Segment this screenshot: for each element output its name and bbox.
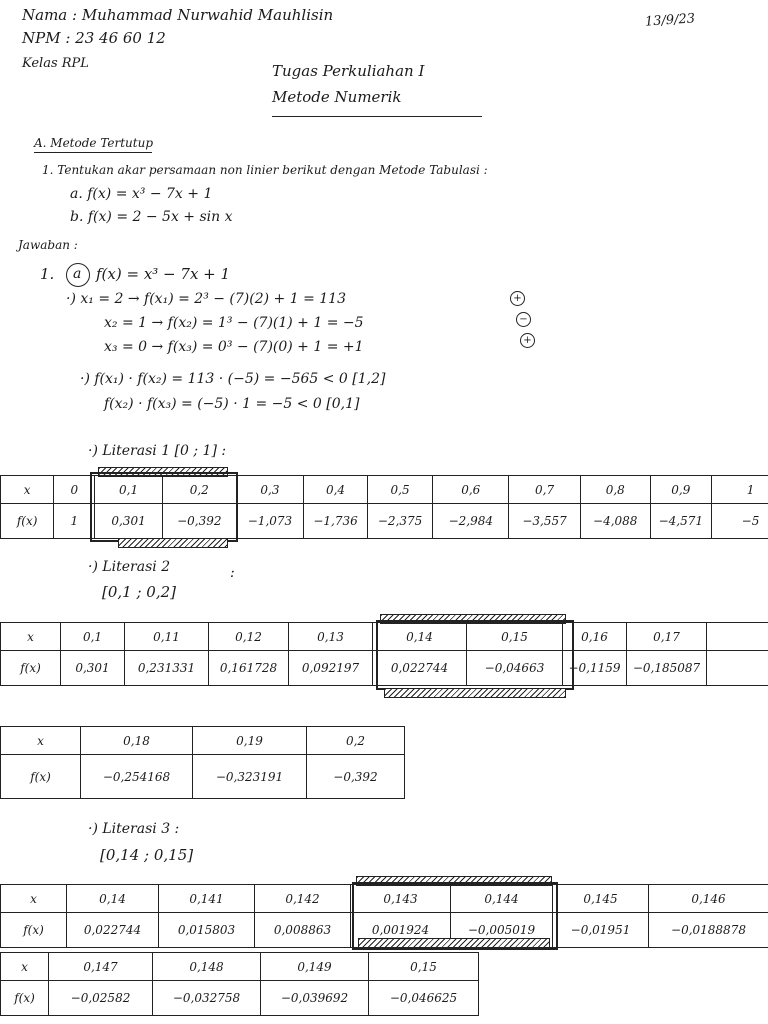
student-name: Nama : Muhammad Nurwahid Mauhlisin bbox=[22, 6, 334, 24]
x-cell: 0,11 bbox=[125, 623, 209, 651]
x-cell: 0,19 bbox=[193, 727, 307, 755]
iteration-1-label: ·) Literasi 1 [0 ; 1] : bbox=[88, 443, 227, 459]
x-cell: 0,5 bbox=[367, 476, 433, 504]
x-header: x bbox=[1, 727, 81, 755]
hatch-bottom-iter3 bbox=[358, 938, 550, 948]
x-cell: 0,13 bbox=[289, 623, 373, 651]
f-cell: 0,301 bbox=[61, 651, 125, 686]
x-cell: 0,1 bbox=[95, 476, 163, 504]
iteration-2b-f-row bbox=[1, 755, 405, 799]
student-npm: NPM : 23 46 60 12 bbox=[22, 29, 166, 47]
f-cell: 0,015803 bbox=[159, 913, 255, 948]
sign-negative: − bbox=[516, 312, 531, 327]
title-underline bbox=[272, 116, 482, 117]
f-cell: 0,022744 bbox=[67, 913, 159, 948]
f-cell: 0,008863 bbox=[255, 913, 351, 948]
empty-cell bbox=[707, 651, 768, 686]
f-cell: 1 bbox=[54, 504, 95, 539]
x-cell: 0,12 bbox=[209, 623, 289, 651]
f-cell: −2,984 bbox=[433, 504, 509, 539]
x-cell: 1 bbox=[712, 476, 768, 504]
circled-letter: a bbox=[73, 266, 82, 282]
f-cell: 0,161728 bbox=[209, 651, 289, 686]
f-cell: −0,392 bbox=[307, 755, 405, 799]
student-class: Kelas RPL bbox=[22, 56, 89, 71]
x-cell: 0,9 bbox=[650, 476, 711, 504]
f-cell: −0,046625 bbox=[369, 981, 479, 1016]
iteration-3-label: ·) Literasi 3 : bbox=[88, 821, 180, 837]
x-header: x bbox=[1, 623, 61, 651]
question-b: b. f(x) = 2 − 5x + sin x bbox=[70, 209, 233, 225]
f-cell: −0,185087 bbox=[627, 651, 707, 686]
function-a: f(x) = x³ − 7x + 1 bbox=[96, 265, 231, 283]
f-cell: 0,001924 bbox=[351, 913, 451, 948]
f-cell: −0,02582 bbox=[49, 981, 153, 1016]
eval-x2: x₂ = 1 → f(x₂) = 1³ − (7)(1) + 1 = −5 bbox=[104, 315, 364, 331]
f-cell: −0,254168 bbox=[81, 755, 193, 799]
date: 13/9/23 bbox=[644, 11, 696, 30]
product-line-2: f(x₂) · f(x₃) = (−5) · 1 = −5 < 0 [0,1] bbox=[104, 396, 360, 412]
x-cell: 0,2 bbox=[307, 727, 405, 755]
x-cell: 0,143 bbox=[351, 885, 451, 913]
x-cell: 0,8 bbox=[580, 476, 650, 504]
iteration-2-table-continued bbox=[0, 726, 405, 799]
iteration-2-colon: : bbox=[230, 565, 235, 581]
x-cell: 0,15 bbox=[369, 953, 479, 981]
f-header: f(x) bbox=[1, 504, 54, 539]
f-cell: −0,039692 bbox=[261, 981, 369, 1016]
f-cell: −4,088 bbox=[580, 504, 650, 539]
f-cell: −1,073 bbox=[236, 504, 304, 539]
hatch-bottom-iter2 bbox=[384, 688, 566, 698]
f-cell: 0,231331 bbox=[125, 651, 209, 686]
sign-positive-1: + bbox=[510, 291, 525, 306]
f-cell: −0,392 bbox=[162, 504, 236, 539]
iteration-3-interval: [0,14 ; 0,15] bbox=[100, 846, 194, 864]
f-cell: −0,032758 bbox=[153, 981, 261, 1016]
x-cell: 0,14 bbox=[67, 885, 159, 913]
f-cell: −1,736 bbox=[304, 504, 368, 539]
hatch-bottom-iter1 bbox=[118, 538, 228, 548]
x-cell: 0 bbox=[54, 476, 95, 504]
question-a: a. f(x) = x³ − 7x + 1 bbox=[70, 186, 213, 202]
x-header: x bbox=[1, 885, 67, 913]
x-cell: 0,145 bbox=[553, 885, 649, 913]
eval-x1: ·) x₁ = 2 → f(x₁) = 2³ − (7)(2) + 1 = 113 bbox=[66, 291, 346, 307]
x-cell: 0,141 bbox=[159, 885, 255, 913]
x-header: x bbox=[1, 476, 54, 504]
x-cell: 0,17 bbox=[627, 623, 707, 651]
x-cell: 0,4 bbox=[304, 476, 368, 504]
x-cell: 0,1 bbox=[61, 623, 125, 651]
f-cell: −4,571 bbox=[650, 504, 711, 539]
f-header: f(x) bbox=[1, 981, 49, 1016]
course-title: Metode Numerik bbox=[272, 88, 402, 106]
iteration-3b-f-row bbox=[1, 981, 479, 1016]
f-header: f(x) bbox=[1, 913, 67, 948]
iteration-2-interval: [0,1 ; 0,2] bbox=[102, 583, 177, 601]
x-cell: 0,14 bbox=[373, 623, 467, 651]
f-cell: −0,1159 bbox=[563, 651, 627, 686]
circled-label bbox=[66, 263, 90, 287]
f-cell: 0,022744 bbox=[373, 651, 467, 686]
x-cell: 0,149 bbox=[261, 953, 369, 981]
answer-heading: Jawaban : bbox=[18, 238, 78, 252]
section-underline bbox=[34, 152, 152, 153]
x-cell: 0,3 bbox=[236, 476, 304, 504]
x-cell: 0,148 bbox=[153, 953, 261, 981]
x-cell: 0,7 bbox=[509, 476, 581, 504]
f-cell: −5 bbox=[712, 504, 768, 539]
x-cell: 0,2 bbox=[162, 476, 236, 504]
x-cell: 0,144 bbox=[451, 885, 553, 913]
f-header: f(x) bbox=[1, 651, 61, 686]
x-header: x bbox=[1, 953, 49, 981]
eval-x3: x₃ = 0 → f(x₃) = 0³ − (7)(0) + 1 = +1 bbox=[104, 339, 364, 355]
iteration-3b-x-row bbox=[1, 953, 479, 981]
highlight-box-iter2 bbox=[376, 620, 574, 690]
f-cell: −0,323191 bbox=[193, 755, 307, 799]
x-cell: 0,6 bbox=[433, 476, 509, 504]
x-cell: 0,142 bbox=[255, 885, 351, 913]
f-cell: −0,01951 bbox=[553, 913, 649, 948]
iteration-3-table-continued bbox=[0, 952, 479, 1016]
empty-cell bbox=[707, 623, 768, 651]
f-cell: −0,04663 bbox=[467, 651, 563, 686]
x-cell: 0,147 bbox=[49, 953, 153, 981]
x-cell: 0,15 bbox=[467, 623, 563, 651]
question-text: 1. Tentukan akar persamaan non linier berikut dengan Metode Tabulasi : bbox=[42, 163, 488, 177]
iteration-2b-x-row bbox=[1, 727, 405, 755]
f-cell: −2,375 bbox=[367, 504, 433, 539]
x-cell: 0,146 bbox=[649, 885, 768, 913]
product-line-1: ·) f(x₁) · f(x₂) = 113 · (−5) = −565 < 0 [1,2] bbox=[80, 371, 386, 387]
x-cell: 0,16 bbox=[563, 623, 627, 651]
f-cell: −0,005019 bbox=[451, 913, 553, 948]
f-cell: −0,0188878 bbox=[649, 913, 768, 948]
section-heading: A. Metode Tertutup bbox=[34, 136, 154, 150]
f-header: f(x) bbox=[1, 755, 81, 799]
sign-positive-2: + bbox=[520, 333, 535, 348]
highlight-box-iter1 bbox=[90, 472, 238, 542]
f-cell: 0,092197 bbox=[289, 651, 373, 686]
f-cell: −3,557 bbox=[509, 504, 581, 539]
answer-number: 1. bbox=[40, 265, 55, 283]
f-cell: 0,301 bbox=[95, 504, 163, 539]
iteration-2-label: ·) Literasi 2 bbox=[88, 559, 171, 575]
assignment-title: Tugas Perkuliahan I bbox=[272, 62, 425, 80]
x-cell: 0,18 bbox=[81, 727, 193, 755]
